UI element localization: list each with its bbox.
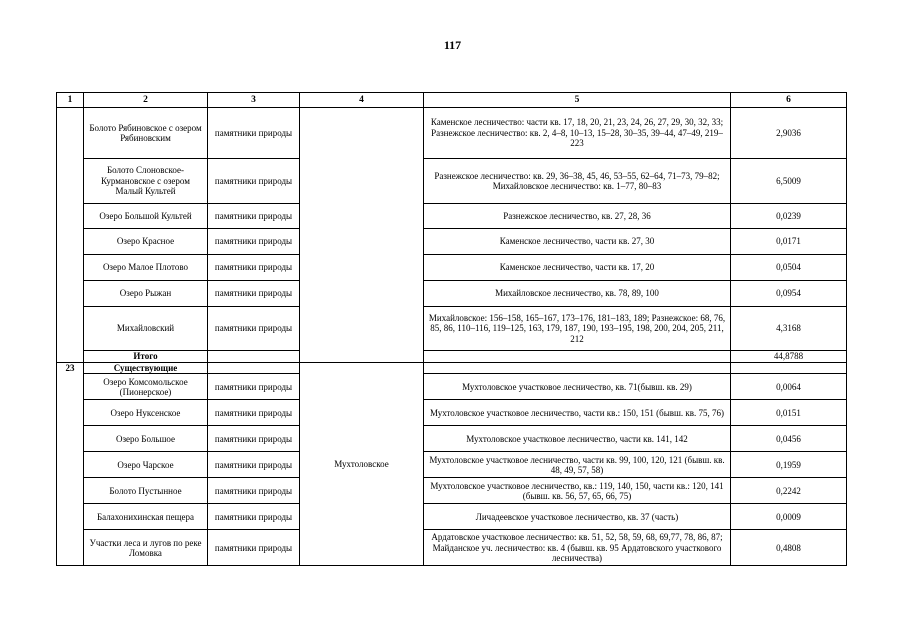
location-cell: Мухтоловское участковое лесничество, кв.: 119, 140, 150, части кв.: 120, 141 (бывш. кв. 56, 57, 65, 66, 75)	[424, 478, 731, 504]
category-cell: памятники природы	[208, 108, 300, 159]
name-cell: Озеро Большой Культей	[84, 204, 208, 229]
total-category-cell	[208, 351, 300, 363]
category-cell: памятники природы	[208, 159, 300, 204]
category-cell: памятники природы	[208, 530, 300, 566]
header-col-1: 1	[57, 93, 84, 108]
name-cell: Болото Рябиновское с озером Рябиновским	[84, 108, 208, 159]
page-number: 117	[443, 38, 462, 52]
name-cell: Участки леса и лугов по реке Ломовка	[84, 530, 208, 566]
area-cell: 0,0064	[731, 374, 847, 400]
total-label: Итого	[84, 351, 208, 363]
name-cell: Балахонихинская пещера	[84, 504, 208, 530]
area-cell: 0,0151	[731, 400, 847, 426]
table-row	[57, 374, 847, 400]
category-cell: памятники природы	[208, 229, 300, 255]
group1-number-cell	[57, 108, 84, 363]
name-cell: Озеро Комсомольское (Пионерское)	[84, 374, 208, 400]
name-cell: Озеро Большое	[84, 426, 208, 452]
category-cell: памятники природы	[208, 255, 300, 281]
location-cell: Каменское лесничество, части кв. 27, 30	[424, 229, 731, 255]
header-col-6: 6	[731, 93, 847, 108]
category-cell: памятники природы	[208, 204, 300, 229]
area-cell: 2,9036	[731, 108, 847, 159]
header-col-4: 4	[300, 93, 424, 108]
header-col-5: 5	[424, 93, 731, 108]
location-cell: Михайловское лесничество, кв. 78, 89, 100	[424, 281, 731, 307]
location-cell: Каменское лесничество, части кв. 17, 20	[424, 255, 731, 281]
name-cell: Озеро Нуксенское	[84, 400, 208, 426]
area-cell: 0,0954	[731, 281, 847, 307]
category-cell: памятники природы	[208, 478, 300, 504]
category-cell: памятники природы	[208, 374, 300, 400]
location-cell: Личадеевское участковое лесничество, кв. 37 (часть)	[424, 504, 731, 530]
heading-location-cell	[424, 363, 731, 374]
table-row	[57, 229, 847, 255]
table-row	[57, 159, 847, 204]
location-cell: Мухтоловское участковое лесничество, части кв. 99, 100, 120, 121 (бывш. кв. 48, 49, 57, 58)	[424, 452, 731, 478]
area-cell: 0,0239	[731, 204, 847, 229]
area-cell: 0,2242	[731, 478, 847, 504]
category-cell: памятники природы	[208, 452, 300, 478]
location-cell: Мухтоловское участковое лесничество, части кв.: 150, 151 (бывш. кв. 75, 76)	[424, 400, 731, 426]
location-cell: Мухтоловское участковое лесничество, кв. 71(бывш. кв. 29)	[424, 374, 731, 400]
location-cell: Михайловское: 156–158, 165–167, 173–176, 181–183, 189; Разнежское: 68, 76, 85, 86, 110–116, 119–125, 163, 179, 187, 190, 193–195, 198, 200, 204, 205, 211, 212	[424, 307, 731, 351]
total-location-cell	[424, 351, 731, 363]
area-cell: 0,0504	[731, 255, 847, 281]
heading-category-cell	[208, 363, 300, 374]
location-cell: Каменское лесничество: части кв. 17, 18, 20, 21, 23, 24, 26, 27, 29, 30, 32, 33; Разнежское лесничество: кв. 2, 4–8, 10–13, 15–28, 30–35, 39–44, 47–49, 219–223	[424, 108, 731, 159]
location-cell: Ардатовское участковое лесничество: кв. 51, 52, 58, 59, 68, 69,77, 78, 86, 87; Майданское уч. лесничество: кв. 4 (бывш. кв. 95 Ардатовского участкового лесничества)	[424, 530, 731, 566]
name-cell: Озеро Малое Плотово	[84, 255, 208, 281]
table-row	[57, 452, 847, 478]
location-cell: Разнежское лесничество, кв. 27, 28, 36	[424, 204, 731, 229]
name-cell: Озеро Чарское	[84, 452, 208, 478]
table-row	[57, 426, 847, 452]
header-col-3: 3	[208, 93, 300, 108]
area-cell: 0,0456	[731, 426, 847, 452]
group2-number: 23	[57, 363, 84, 566]
table-row	[57, 504, 847, 530]
table-row	[57, 204, 847, 229]
table-row	[57, 108, 847, 159]
area-cell: 4,3168	[731, 307, 847, 351]
table-row	[57, 400, 847, 426]
category-cell: памятники природы	[208, 504, 300, 530]
table-row	[57, 478, 847, 504]
area-cell: 6,5009	[731, 159, 847, 204]
area-cell: 0,4808	[731, 530, 847, 566]
header-col-2: 2	[84, 93, 208, 108]
name-cell: Болото Слоновское-Курмановское с озером Малый Культей	[84, 159, 208, 204]
heading-area-cell	[731, 363, 847, 374]
category-cell: памятники природы	[208, 400, 300, 426]
area-cell: 0,1959	[731, 452, 847, 478]
area-cell: 0,0009	[731, 504, 847, 530]
name-cell: Михайловский	[84, 307, 208, 351]
group1-district-cell	[300, 108, 424, 363]
section-heading-row	[57, 363, 847, 374]
table-row	[57, 281, 847, 307]
category-cell: памятники природы	[208, 307, 300, 351]
total-value: 44,8788	[731, 351, 847, 363]
name-cell: Озеро Рыжан	[84, 281, 208, 307]
location-cell: Мухтоловское участковое лесничество, части кв. 141, 142	[424, 426, 731, 452]
category-cell: памятники природы	[208, 426, 300, 452]
header-row	[57, 93, 847, 108]
section-heading: Существующие	[84, 363, 208, 374]
location-cell: Разнежское лесничество: кв. 29, 36–38, 45, 46, 53–55, 62–64, 71–73, 79–82; Михайловское лесничество: кв. 1–77, 80–83	[424, 159, 731, 204]
name-cell: Болото Пустынное	[84, 478, 208, 504]
table-row	[57, 307, 847, 351]
area-cell: 0,0171	[731, 229, 847, 255]
table-row	[57, 530, 847, 566]
table-row	[57, 255, 847, 281]
category-cell: памятники природы	[208, 281, 300, 307]
name-cell: Озеро Красное	[84, 229, 208, 255]
total-row	[57, 351, 847, 363]
district-cell: Мухтоловское	[300, 363, 424, 566]
protected-areas-table	[56, 92, 847, 566]
